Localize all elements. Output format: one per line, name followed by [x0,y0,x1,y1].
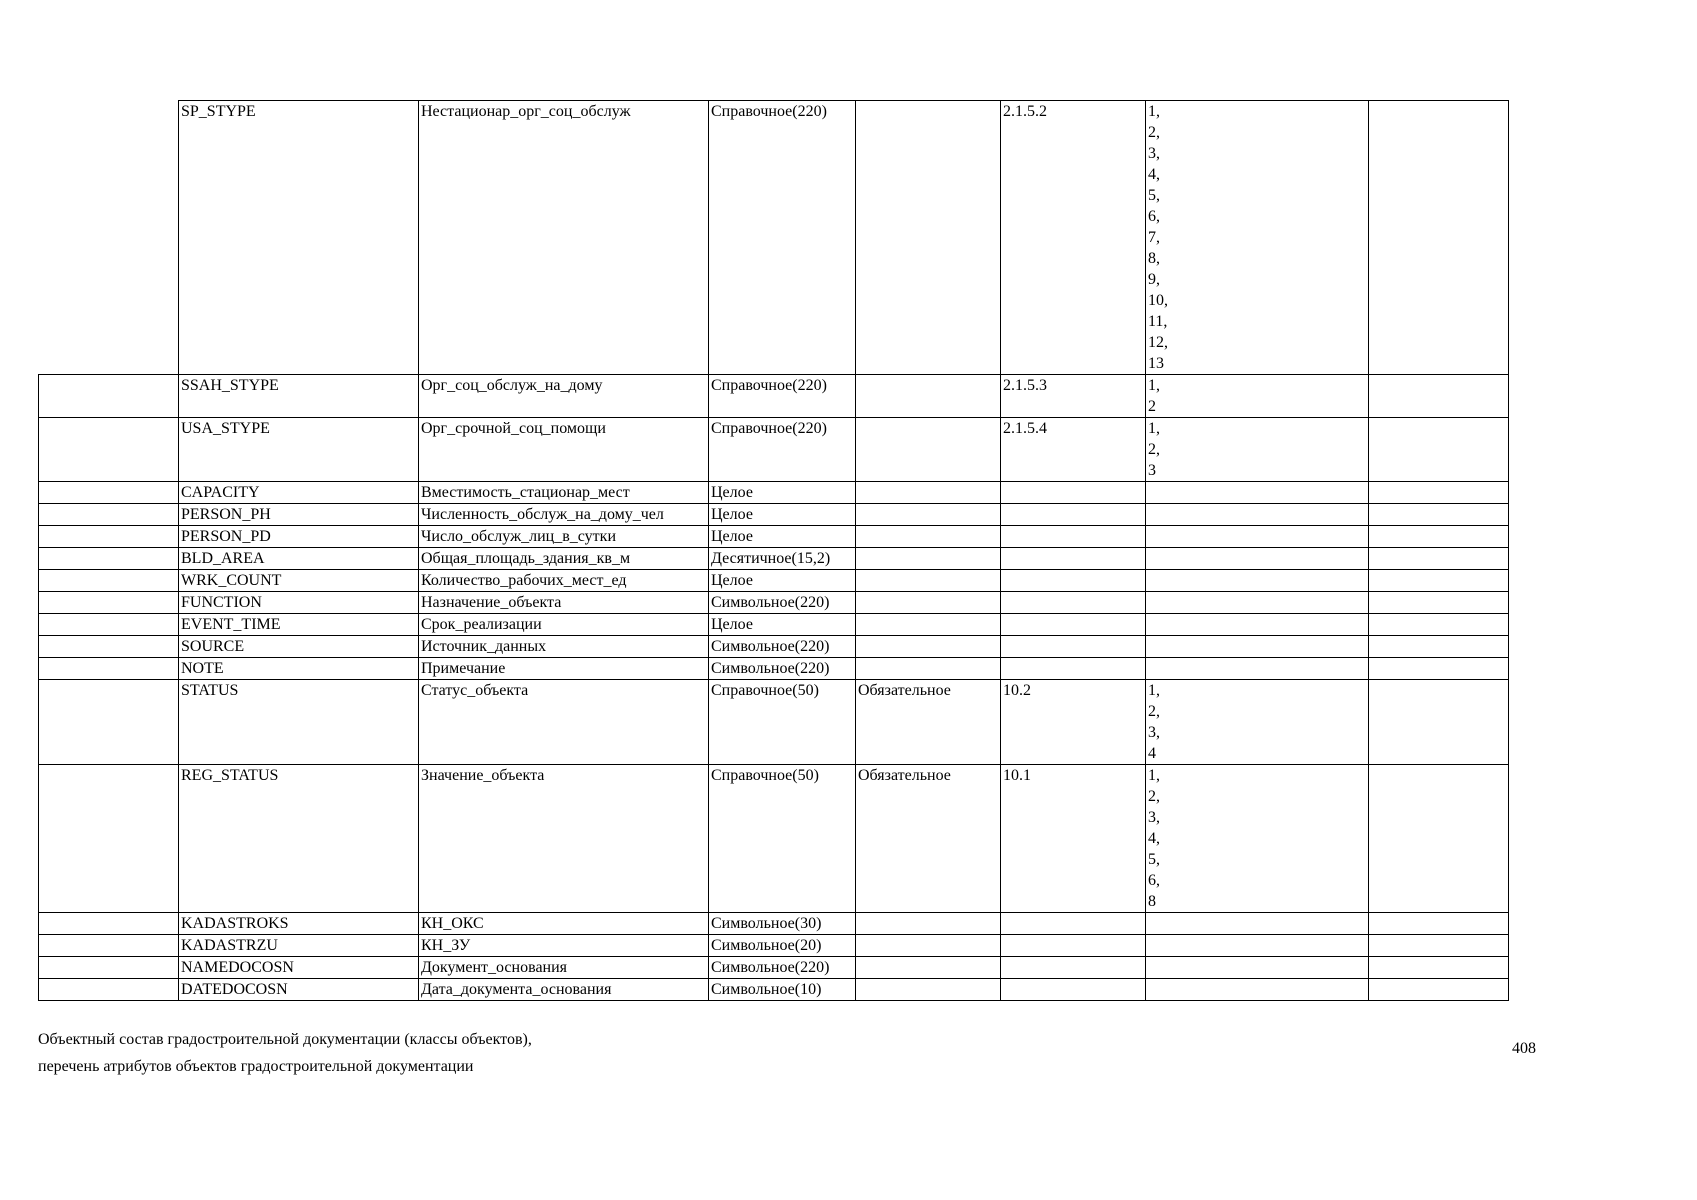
page-number: 408 [1512,1040,1536,1057]
cell-attr-name: Документ_основания [419,957,709,979]
cell-class-code [39,680,179,765]
cell-attr-name: Вместимость_стационар_мест [419,482,709,504]
cell-attr-code: NAMEDOCOSN [179,957,419,979]
cell-attr-type: Символьное(30) [709,913,856,935]
cell-attr-code: DATEDOCOSN [179,979,419,1001]
value-line: 6, [1148,208,1160,225]
table-row [39,101,1509,375]
cell-note [1369,570,1509,592]
value-line: 4, [1148,166,1160,183]
cell-attr-name: Примечание [419,658,709,680]
value-line: 1, [1148,420,1160,437]
cell-note [1369,592,1509,614]
cell-attr-code: CAPACITY [179,482,419,504]
value-line: 6, [1148,872,1160,889]
cell-class-code [39,592,179,614]
cell-values [1146,375,1369,418]
value-line: 10, [1148,292,1168,309]
cell-required [856,658,1001,680]
cell-ref [1001,482,1146,504]
cell-attr-code: KADASTROKS [179,913,419,935]
cell-attr-code: PERSON_PD [179,526,419,548]
cell-note [1369,979,1509,1001]
cell-class-code [39,482,179,504]
cell-ref: 2.1.5.4 [1001,418,1146,482]
cell-required: Обязательное [856,765,1001,913]
table-row [39,504,1509,526]
cell-attr-code: SP_STYPE [179,101,419,375]
cell-attr-name: Источник_данных [419,636,709,658]
cell-required [856,957,1001,979]
cell-class-code [39,765,179,913]
table-row [39,482,1509,504]
table-row [39,935,1509,957]
cell-attr-type: Справочное(220) [709,101,856,375]
table-row [39,658,1509,680]
cell-ref [1001,526,1146,548]
cell-attr-code: WRK_COUNT [179,570,419,592]
cell-attr-code: EVENT_TIME [179,614,419,636]
cell-attr-name: Общая_площадь_здания_кв_м [419,548,709,570]
cell-ref [1001,636,1146,658]
value-line: 7, [1148,229,1160,246]
table-row [39,548,1509,570]
cell-ref [1001,504,1146,526]
cell-ref [1001,592,1146,614]
cell-required [856,101,1001,375]
cell-ref: 2.1.5.3 [1001,375,1146,418]
cell-required [856,636,1001,658]
table-row [39,526,1509,548]
cell-attr-name: Орг_срочной_соц_помощи [419,418,709,482]
cell-attr-type: Символьное(220) [709,636,856,658]
cell-values [1146,526,1369,548]
table-row [39,680,1509,765]
cell-class-code [39,375,179,418]
cell-class-code [39,979,179,1001]
cell-values [1146,680,1369,765]
cell-ref [1001,979,1146,1001]
cell-note [1369,935,1509,957]
cell-required [856,592,1001,614]
cell-attr-code: USA_STYPE [179,418,419,482]
cell-attr-name: Число_обслуж_лиц_в_сутки [419,526,709,548]
cell-attr-code: BLD_AREA [179,548,419,570]
cell-attr-code: NOTE [179,658,419,680]
cell-attr-name: Нестационар_орг_соц_обслуж [419,101,709,375]
cell-class-code [39,658,179,680]
cell-attr-name: Статус_объекта [419,680,709,765]
cell-attr-name: Численность_обслуж_на_дому_чел [419,504,709,526]
cell-ref: 10.2 [1001,680,1146,765]
value-line: 3 [1148,462,1156,479]
value-line: 5, [1148,851,1160,868]
cell-note [1369,957,1509,979]
value-line: 4 [1148,745,1156,762]
cell-values [1146,935,1369,957]
cell-note [1369,548,1509,570]
value-line: 2, [1148,703,1160,720]
cell-values [1146,913,1369,935]
value-line: 5, [1148,187,1160,204]
cell-ref: 10.1 [1001,765,1146,913]
cell-values [1146,614,1369,636]
table-row [39,957,1509,979]
cell-attr-name: Орг_соц_обслуж_на_дому [419,375,709,418]
cell-note [1369,101,1509,375]
cell-required [856,935,1001,957]
cell-required [856,482,1001,504]
value-line: 2, [1148,788,1160,805]
cell-note [1369,680,1509,765]
cell-class-code [39,504,179,526]
cell-values [1146,570,1369,592]
cell-attr-name: Значение_объекта [419,765,709,913]
cell-values [1146,636,1369,658]
cell-attr-type: Справочное(220) [709,375,856,418]
cell-attr-name: Количество_рабочих_мест_ед [419,570,709,592]
cell-note [1369,504,1509,526]
cell-note [1369,482,1509,504]
cell-values [1146,592,1369,614]
cell-attr-type: Символьное(20) [709,935,856,957]
cell-attr-name: Назначение_объекта [419,592,709,614]
cell-note [1369,418,1509,482]
cell-attr-code: KADASTRZU [179,935,419,957]
cell-values [1146,418,1369,482]
cell-note [1369,614,1509,636]
cell-values [1146,957,1369,979]
cell-attr-code: SOURCE [179,636,419,658]
cell-attr-name: КН_ОКС [419,913,709,935]
cell-attr-name: Дата_документа_основания [419,979,709,1001]
cell-values [1146,979,1369,1001]
table-row [39,418,1509,482]
table-row [39,592,1509,614]
cell-note [1369,765,1509,913]
cell-ref [1001,957,1146,979]
table-row [39,614,1509,636]
cell-attr-code: FUNCTION [179,592,419,614]
value-line: 12, [1148,334,1168,351]
cell-values [1146,548,1369,570]
cell-attr-type: Целое [709,482,856,504]
footer-line1: Объектный состав градостроительной документации (классы объектов), [38,1031,532,1048]
cell-class-code [39,101,179,375]
cell-attr-code: STATUS [179,680,419,765]
cell-note [1369,526,1509,548]
table-row [39,375,1509,418]
cell-attr-type: Десятичное(15,2) [709,548,856,570]
cell-attr-type: Символьное(220) [709,592,856,614]
cell-note [1369,658,1509,680]
cell-attr-type: Целое [709,614,856,636]
footer-line2: перечень атрибутов объектов градостроительной документации [38,1058,474,1075]
cell-class-code [39,526,179,548]
value-line: 13 [1148,355,1164,372]
table-row [39,913,1509,935]
value-line: 1, [1148,377,1160,394]
cell-ref [1001,548,1146,570]
cell-required [856,548,1001,570]
value-line: 1, [1148,103,1160,120]
cell-required: Обязательное [856,680,1001,765]
table-row [39,636,1509,658]
cell-required [856,979,1001,1001]
cell-ref [1001,658,1146,680]
cell-values [1146,765,1369,913]
cell-ref [1001,913,1146,935]
cell-attr-type: Целое [709,570,856,592]
cell-values [1146,482,1369,504]
cell-ref: 2.1.5.2 [1001,101,1146,375]
value-line: 1, [1148,767,1160,784]
cell-required [856,526,1001,548]
cell-note [1369,913,1509,935]
cell-attr-type: Символьное(220) [709,658,856,680]
value-line: 11, [1148,313,1168,330]
value-line: 2, [1148,441,1160,458]
cell-required [856,614,1001,636]
cell-attr-code: PERSON_PH [179,504,419,526]
cell-class-code [39,935,179,957]
cell-attr-code: REG_STATUS [179,765,419,913]
value-line: 3, [1148,809,1160,826]
cell-values [1146,504,1369,526]
value-line: 9, [1148,271,1160,288]
footer [38,1026,532,1080]
cell-attr-type: Справочное(50) [709,680,856,765]
value-line: 3, [1148,724,1160,741]
cell-required [856,913,1001,935]
cell-attr-code: SSAH_STYPE [179,375,419,418]
value-line: 4, [1148,830,1160,847]
cell-note [1369,375,1509,418]
cell-note [1369,636,1509,658]
cell-ref [1001,570,1146,592]
cell-attr-type: Справочное(50) [709,765,856,913]
cell-class-code [39,957,179,979]
table-row [39,570,1509,592]
table-row [39,765,1509,913]
cell-class-code [39,614,179,636]
cell-class-code [39,570,179,592]
cell-values [1146,101,1369,375]
value-line: 1, [1148,682,1160,699]
cell-values [1146,658,1369,680]
cell-ref [1001,614,1146,636]
value-line: 8 [1148,893,1156,910]
cell-attr-type: Справочное(220) [709,418,856,482]
cell-required [856,375,1001,418]
attributes-table [38,100,1509,1001]
cell-class-code [39,913,179,935]
cell-class-code [39,548,179,570]
cell-required [856,570,1001,592]
cell-attr-type: Символьное(220) [709,957,856,979]
value-line: 2, [1148,124,1160,141]
cell-attr-name: Срок_реализации [419,614,709,636]
attributes-table-body [39,101,1509,1001]
value-line: 2 [1148,398,1156,415]
cell-attr-name: КН_ЗУ [419,935,709,957]
cell-attr-type: Символьное(10) [709,979,856,1001]
cell-ref [1001,935,1146,957]
table-row [39,979,1509,1001]
value-line: 8, [1148,250,1160,267]
value-line: 3, [1148,145,1160,162]
cell-required [856,418,1001,482]
cell-attr-type: Целое [709,504,856,526]
cell-class-code [39,418,179,482]
cell-class-code [39,636,179,658]
cell-required [856,504,1001,526]
cell-attr-type: Целое [709,526,856,548]
